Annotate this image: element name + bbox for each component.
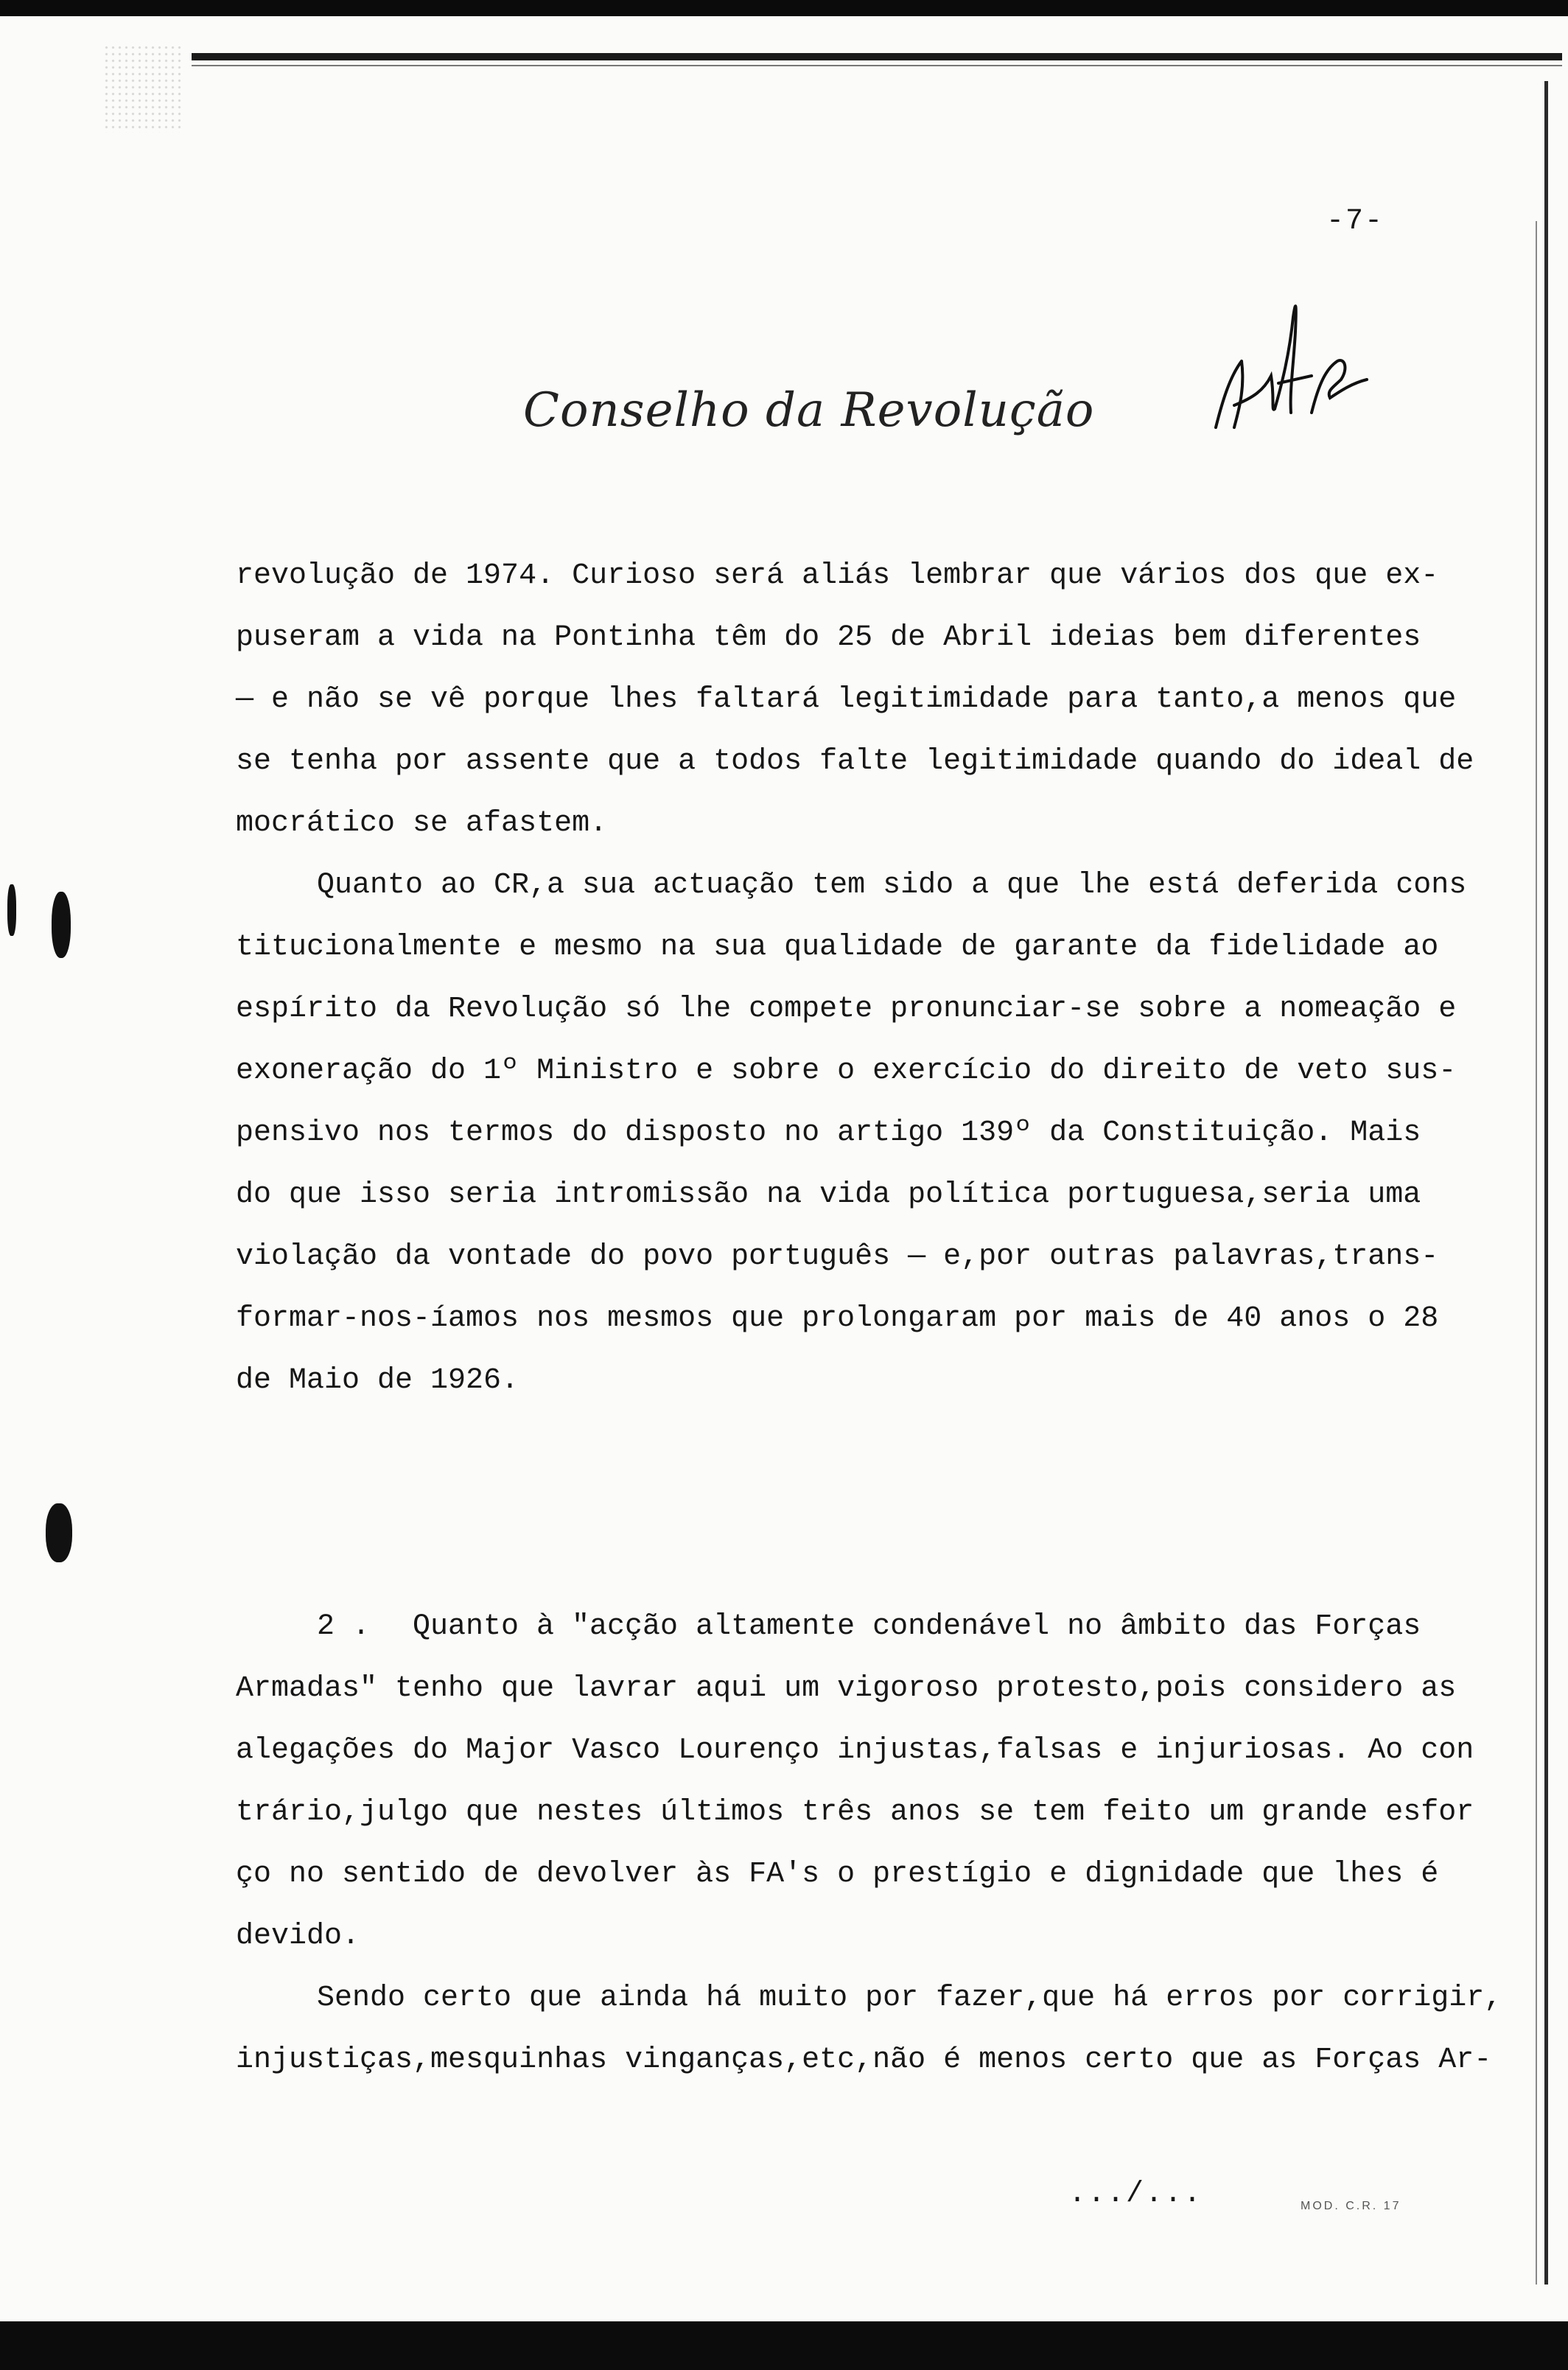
- scan-top-edge: [0, 0, 1568, 16]
- text-line: Quanto ao CR,a sua actuação tem sido a que lhe está deferida cons: [317, 869, 1467, 902]
- top-rule-thin: [192, 65, 1562, 66]
- text-line: ço no sentido de devolver às FA's o prestígio e dignidade que lhes é: [236, 1858, 1439, 1891]
- signature-icon: [1201, 287, 1378, 450]
- text-line: do que isso seria intromissão na vida política portuguesa,seria uma: [236, 1178, 1421, 1212]
- text-line: titucionalmente e mesmo na sua qualidade de garante da fidelidade ao: [236, 931, 1439, 964]
- punch-hole-mark-small: [7, 884, 16, 936]
- text-line: — e não se vê porque lhes faltará legitimidade para tanto,a menos que: [236, 683, 1457, 716]
- text-line-content: Quanto à "acção altamente condenável no âmbito das Forças: [413, 1610, 1421, 1643]
- punch-hole-mark: [52, 892, 71, 958]
- scan-right-edge-thin: [1536, 221, 1537, 2285]
- text-line: devido.: [236, 1920, 360, 1953]
- top-rule: [192, 53, 1562, 60]
- section-number: 2 .: [317, 1610, 371, 1643]
- text-line: exoneração do 1º Ministro e sobre o exercício do direito de veto sus-: [236, 1055, 1457, 1088]
- scan-right-edge: [1544, 81, 1548, 2285]
- continuation-mark: .../...: [1068, 2178, 1203, 2211]
- paragraph-1: [236, 545, 1474, 855]
- text-line: espírito da Revolução só lhe compete pronunciar-se sobre a nomeação e: [236, 993, 1457, 1026]
- document-body: [236, 545, 1502, 2091]
- paragraph-4: [236, 1968, 1502, 2091]
- scan-bottom-edge: [0, 2321, 1568, 2370]
- text-line: [236, 1596, 1429, 1658]
- text-line: injustiças,mesquinhas vinganças,etc,não é menos certo que as Forças Ar-: [236, 2044, 1492, 2077]
- text-line: trário,julgo que nestes últimos três anos se tem feito um grande esfor: [236, 1796, 1474, 1829]
- text-line: se tenha por assente que a todos falte legitimidade quando do ideal de: [236, 745, 1474, 778]
- page-number: -7-: [1326, 205, 1385, 238]
- text-line: de Maio de 1926.: [236, 1364, 519, 1397]
- paragraph-3: [236, 1596, 1474, 1968]
- scan-speckle: [103, 44, 184, 133]
- text-line: alegações do Major Vasco Lourenço injustas,falsas e injuriosas. Ao con: [236, 1734, 1474, 1767]
- text-line: revolução de 1974. Curioso será aliás lembrar que vários dos que ex-: [236, 559, 1439, 592]
- text-line: mocrático se afastem.: [236, 807, 608, 840]
- text-line: pensivo nos termos do disposto no artigo 139º da Constituição. Mais: [236, 1116, 1421, 1150]
- letterhead: Conselho da Revolução: [523, 383, 1095, 438]
- text-line: Sendo certo que ainda há muito por fazer,que há erros por corrigir,: [317, 1982, 1502, 2015]
- form-code: MOD. C.R. 17: [1301, 2200, 1401, 2212]
- text-line: puseram a vida na Pontinha têm do 25 de Abril ideias bem diferentes: [236, 621, 1421, 654]
- text-line: formar-nos-íamos nos mesmos que prolongaram por mais de 40 anos o 28: [236, 1302, 1439, 1335]
- text-line: Armadas" tenho que lavrar aqui um vigoroso protesto,pois considero as: [236, 1672, 1457, 1705]
- text-line: violação da vontade do povo português — e,por outras palavras,trans-: [236, 1240, 1439, 1273]
- section-gap: [236, 1412, 1429, 1596]
- punch-hole-mark-lower: [46, 1503, 72, 1562]
- paragraph-2: [236, 855, 1467, 1412]
